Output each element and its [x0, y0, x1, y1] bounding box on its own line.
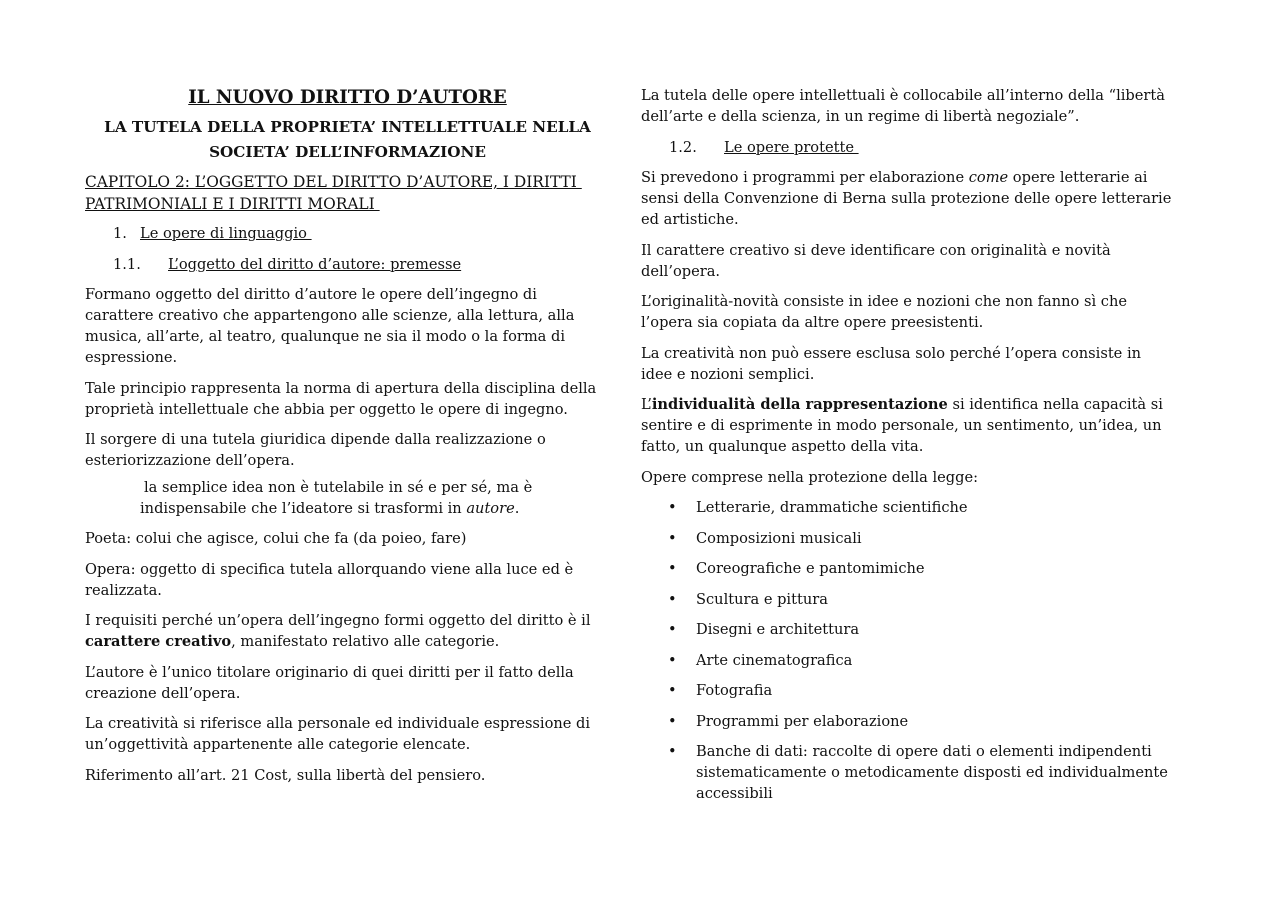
paragraph: Opere comprese nella protezione della legge: [641, 468, 979, 486]
list-item-text: Scultura e pittura [696, 590, 828, 608]
quote-text-end: . [514, 500, 520, 517]
paragraph-text: I requisiti perché un’opera dell’ingegno formi oggetto del diritto è il [85, 612, 591, 629]
quote-block [85, 477, 540, 519]
quote-text: indispensabile che l’ideatore si trasformi in [140, 500, 467, 517]
list-item-text: Banche di dati: raccolte di opere dati o elementi indipendenti sistematicamente o metodicamente disposti ed individualmente accessibili [696, 743, 1168, 802]
bold-term: carattere creativo [85, 633, 232, 650]
left-column [85, 85, 610, 795]
protected-works-list [641, 497, 1173, 804]
paragraph-text: , manifestato relativo alle categorie. [231, 633, 500, 650]
paragraph: Il sorgere di una tutela giuridica dipende dalla realizzazione o esteriorizzazione dell’opera. [85, 431, 546, 469]
subtitle-line-2: SOCIETA’ DELL’INFORMAZIONE [209, 143, 486, 161]
right-column [641, 85, 1173, 814]
list-item [641, 650, 1173, 671]
list-item [641, 711, 1173, 732]
bullet-icon: • [668, 743, 677, 760]
quote-line-2 [140, 500, 519, 517]
section-number: 1.1. [113, 255, 141, 273]
paragraph: Opera: oggetto di specifica tutela allorquando viene alla luce ed è realizzata. [85, 560, 574, 599]
paragraph-text: Si prevedono i programmi per elaborazione [641, 169, 969, 186]
list-item [641, 589, 1173, 610]
list-item [641, 680, 1173, 701]
bullet-icon: • [668, 529, 677, 547]
bullet-icon: • [668, 712, 677, 730]
bold-term: individualità della rappresentazione [651, 396, 948, 413]
section-title: L’oggetto del diritto d’autore: premesse [168, 255, 462, 273]
paragraph: La creatività non può essere esclusa solo perché l’opera consiste in idee e nozioni semplici. [641, 344, 1142, 383]
list-item-text: Fotografia [696, 682, 773, 699]
subtitle-line-1: LA TUTELA DELLA PROPRIETA’ INTELLETTUALE NELLA [104, 118, 591, 136]
list-item-text: Composizioni musicali [696, 529, 862, 547]
document-title: IL NUOVO DIRITTO D’AUTORE [188, 87, 507, 108]
paragraph-text: L’ [641, 396, 652, 413]
section-number: 1.2. [669, 138, 697, 156]
paragraph: Poeta: colui che agisce, colui che fa (da poieo, fare) [85, 530, 467, 547]
paragraph: Tale principio rappresenta la norma di apertura della disciplina della proprietà intellettuale che abbia per oggetto le opere di ingegno. [85, 379, 597, 418]
paragraph-text: si identifica nella capacità si sentire e di esprimente in modo personale, un sentimento, un’idea, un fatto, un qualunque aspetto della vita. [641, 396, 1163, 455]
section-title: Le opere protette [724, 138, 859, 156]
paragraph: Riferimento all’art. 21 Cost, sulla libertà del pensiero. [85, 766, 486, 784]
bullet-icon: • [668, 590, 677, 608]
section-heading-1-2 [641, 137, 1173, 158]
paragraph: La creatività si riferisce alla personale ed individuale espressione di un’oggettività appartenente alle categorie elencate. [85, 715, 591, 753]
chapter-line-2: PATRIMONIALI E I DIRITTI MORALI [85, 195, 380, 213]
section-heading-1-1 [85, 254, 610, 275]
paragraph [641, 394, 1173, 457]
list-item [641, 528, 1173, 549]
list-item [641, 558, 1173, 579]
section-title: Le opere di linguaggio [140, 225, 312, 242]
paragraph-text: opere letterarie ai sensi della Convenzione di Berna sulla protezione delle opere letterarie ed artistiche. [641, 169, 1172, 228]
bullet-icon: • [668, 651, 677, 669]
list-item-text: Coreografiche e pantomimiche [696, 560, 925, 577]
bullet-icon: • [668, 682, 677, 699]
paragraph: Formano oggetto del diritto d’autore le opere dell’ingegno di carattere creativo che appartengono alle scienze, alla lettura, alla musica, all’arte, al teatro, qualunque ne sia il modo o la forma di espressione. [85, 286, 575, 366]
paragraph [85, 610, 610, 652]
paragraph: La tutela delle opere intellettuali è collocabile all’interno della “libertà dell’arte e della scienza, in un regime di libertà negoziale”. [641, 87, 1165, 125]
paragraph: L’autore è l’unico titolare originario di quei diritti per il fatto della creazione dell’opera. [85, 663, 574, 702]
paragraph [641, 167, 1173, 230]
list-item [641, 497, 1173, 518]
bullet-icon: • [668, 499, 677, 516]
quote-italic: autore [466, 500, 515, 517]
paragraph: L’originalità-novità consiste in idee e nozioni che non fanno sì che l’opera sia copiata da altre opere preesistenti. [641, 293, 1127, 331]
quote-line-1: la semplice idea non è tutelabile in sé e per sé, ma è [144, 479, 533, 496]
chapter-heading [85, 171, 610, 215]
list-item-text: Arte cinematografica [696, 651, 853, 669]
list-item-text: Programmi per elaborazione [696, 712, 909, 730]
bullet-icon: • [668, 560, 677, 577]
bullet-icon: • [668, 621, 677, 638]
list-item-text: Letterarie, drammatiche scientifiche [696, 499, 968, 516]
section-heading-1 [85, 223, 610, 244]
section-number: 1. [113, 225, 127, 242]
document-subtitle [85, 115, 610, 165]
chapter-line-1: CAPITOLO 2: L’OGGETTO DEL DIRITTO D’AUTORE, I DIRITTI [85, 173, 582, 191]
list-item-text: Disegni e architettura [696, 621, 860, 638]
paragraph: Il carattere creativo si deve identificare con originalità e novità dell’opera. [641, 241, 1111, 280]
list-item [641, 741, 1173, 804]
italic-term: come [968, 169, 1009, 186]
list-item [641, 619, 1173, 640]
